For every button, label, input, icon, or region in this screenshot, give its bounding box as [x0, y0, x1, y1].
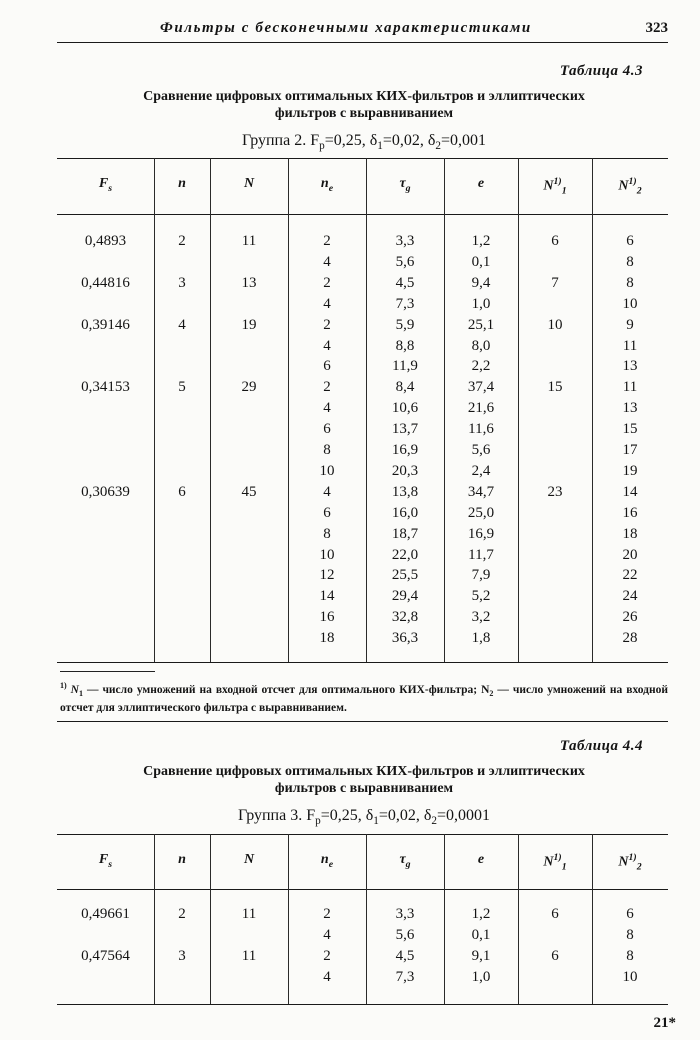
- column-header-sub: e: [328, 182, 334, 194]
- table-header-rule: [57, 214, 668, 215]
- column-header-symbol: N: [543, 178, 554, 194]
- column-header-sub: s: [108, 182, 113, 194]
- cell-ne: 4: [323, 253, 331, 270]
- column-header-sup: 1): [553, 176, 562, 187]
- column-header-symbol: N: [243, 176, 255, 191]
- cell-ne: 18: [319, 630, 335, 647]
- cell-e: 34,7: [467, 483, 495, 500]
- cell-n2: 8: [626, 927, 634, 943]
- cell-n2: 6: [626, 906, 634, 922]
- cell-tau: 16,9: [391, 442, 419, 458]
- cell-tau: 22,0: [391, 546, 419, 563]
- column-header: [288, 176, 366, 194]
- cell-fs: 0,39146: [81, 316, 130, 333]
- cell-ne: 8: [323, 525, 331, 542]
- cell-tau: 7,3: [395, 969, 415, 985]
- cell-n2: 8: [626, 274, 634, 291]
- group-label: Группа 3. F: [237, 807, 316, 824]
- cell-n2: 10: [622, 295, 638, 312]
- cell-ne: 16: [319, 609, 335, 626]
- cell-tau: 32,8: [391, 609, 419, 626]
- cell-ne: 4: [323, 400, 331, 417]
- cell-n2: 8: [626, 948, 634, 964]
- footnote-text-1: — число умножений на входной отсчет для оптимального КИХ-фильтра; N: [83, 683, 490, 696]
- cell-e: 1,2: [471, 233, 491, 249]
- table-4-4-title-line1: Сравнение цифровых оптимальных КИХ-фильтров и эллиптических: [143, 764, 585, 779]
- cell-n2: 13: [622, 358, 638, 375]
- cell-ne: 10: [319, 462, 335, 479]
- cell-e: 1,2: [471, 906, 491, 922]
- cell-e: 25,1: [467, 316, 495, 333]
- delta1-sub: 1: [373, 815, 379, 828]
- column-header-sub: g: [405, 858, 411, 870]
- cell-tau: 8,8: [395, 337, 415, 354]
- cell-fs: 0,49661: [81, 906, 130, 922]
- cell-fs: 0,4893: [84, 233, 127, 249]
- running-header-title: Фильтры с бесконечными характеристиками: [160, 20, 532, 36]
- cell-n1: 10: [547, 316, 563, 333]
- cell-ne: 4: [323, 483, 331, 500]
- column-header: [518, 852, 592, 872]
- table-bottom-rule: [57, 1004, 668, 1005]
- cell-e: 7,9: [471, 567, 491, 584]
- delta2-sub: 2: [435, 140, 442, 153]
- footnote: [60, 679, 668, 715]
- cell-tau: 3,3: [395, 906, 415, 922]
- cell-tau: 5,6: [395, 927, 415, 943]
- cell-n2: 17: [622, 442, 638, 458]
- column-header-symbol: N: [618, 178, 629, 194]
- cell-ne: 4: [323, 969, 331, 985]
- cell-tau: 25,5: [391, 567, 419, 584]
- column-header: [154, 852, 210, 868]
- cell-e: 1,8: [471, 630, 491, 647]
- cell-fs: 0,34153: [81, 379, 130, 396]
- column-header-sup: 1): [628, 851, 637, 863]
- column-header-sub: g: [405, 182, 411, 194]
- cell-e: 25,0: [467, 504, 495, 521]
- cell-e: 37,4: [467, 379, 495, 396]
- cell-tau: 29,4: [391, 588, 419, 605]
- cell-N: 11: [241, 948, 257, 964]
- cell-n2: 26: [622, 609, 638, 626]
- table-header-rule: [57, 889, 668, 890]
- column-header: [57, 852, 154, 870]
- column-header-symbol: e: [477, 176, 485, 191]
- fp-sub: p: [319, 140, 325, 153]
- cell-n2: 15: [622, 421, 638, 438]
- cell-tau: 16,0: [391, 504, 419, 521]
- cell-n2: 11: [622, 337, 638, 354]
- column-header: [366, 176, 444, 194]
- cell-e: 2,4: [471, 462, 491, 479]
- cell-n: 3: [178, 948, 186, 964]
- cell-ne: 4: [323, 337, 331, 354]
- column-header-sup: 1): [628, 176, 637, 187]
- column-header: [210, 176, 288, 192]
- cell-tau: 13,8: [391, 483, 419, 500]
- cell-n1: 7: [551, 274, 559, 291]
- column-rule: [366, 158, 367, 662]
- cell-e: 0,1: [471, 253, 491, 270]
- column-header-symbol: N: [543, 854, 554, 870]
- column-header: [288, 852, 366, 870]
- cell-tau: 11,9: [392, 358, 418, 375]
- column-rule: [592, 158, 593, 662]
- column-header-symbol: F: [98, 851, 109, 867]
- cell-N: 45: [241, 483, 257, 500]
- cell-n1: 23: [547, 483, 563, 500]
- column-header-symbol: τ: [399, 851, 406, 867]
- table-4-4-label: Таблица 4.4: [559, 738, 643, 754]
- cell-ne: 6: [323, 504, 331, 521]
- group-d2-value: =0,001: [441, 132, 487, 149]
- cell-tau: 18,7: [391, 525, 419, 542]
- column-header: [592, 852, 668, 872]
- cell-tau: 3,3: [395, 233, 415, 249]
- table-4-4-title-line2: фильтров с выравниванием: [274, 781, 454, 796]
- cell-tau: 7,3: [395, 295, 415, 312]
- cell-ne: 2: [323, 316, 331, 333]
- cell-n2: 9: [626, 316, 634, 333]
- cell-N: 11: [241, 233, 257, 249]
- cell-n2: 20: [622, 546, 638, 563]
- column-header-sub: s: [108, 858, 113, 870]
- cell-e: 0,1: [471, 927, 491, 943]
- cell-n2: 19: [622, 462, 638, 479]
- table-4-3-title-line2: фильтров с выравниванием: [274, 106, 454, 121]
- cell-tau: 20,3: [391, 462, 419, 479]
- column-header-sup: 1): [553, 851, 562, 863]
- table-top-rule: [57, 158, 668, 159]
- delta1-sub: 1: [377, 140, 383, 153]
- column-header-sub: 2: [636, 860, 642, 872]
- cell-e: 11,6: [468, 421, 494, 438]
- cell-ne: 4: [323, 295, 331, 312]
- column-header: [592, 176, 668, 196]
- table-4-3-title-line1: Сравнение цифровых оптимальных КИХ-фильтров и эллиптических: [143, 89, 585, 104]
- column-rule: [154, 158, 155, 662]
- column-header-symbol: F: [98, 176, 109, 191]
- cell-ne: 2: [323, 948, 331, 964]
- column-header-sub: 1: [561, 860, 567, 872]
- cell-N: 13: [241, 274, 257, 291]
- column-rule: [444, 158, 445, 662]
- column-header: [444, 176, 518, 192]
- cell-n2: 10: [622, 969, 638, 985]
- cell-e: 21,6: [467, 400, 495, 417]
- page-number: 323: [645, 20, 668, 36]
- cell-e: 1,0: [471, 295, 491, 312]
- group-fp-value: =0,25, δ: [324, 132, 378, 149]
- cell-tau: 5,9: [395, 316, 415, 333]
- cell-e: 1,0: [471, 969, 491, 985]
- group-fp-value: =0,25, δ: [320, 807, 374, 824]
- cell-n2: 24: [622, 588, 638, 605]
- table-4-4: [57, 834, 668, 1004]
- cell-e: 8,0: [471, 337, 491, 354]
- cell-n: 2: [178, 233, 186, 249]
- cell-tau: 10,6: [391, 400, 419, 417]
- column-header: [210, 852, 288, 868]
- cell-tau: 13,7: [391, 421, 419, 438]
- table-4-3-label: Таблица 4.3: [559, 63, 643, 79]
- cell-n1: 6: [551, 233, 559, 249]
- fp-sub: p: [315, 815, 321, 828]
- column-header-symbol: e: [477, 851, 485, 867]
- cell-ne: 14: [319, 588, 335, 605]
- cell-tau: 8,4: [395, 379, 415, 396]
- group-label: Группа 2. F: [241, 132, 320, 149]
- cell-n2: 11: [622, 379, 638, 396]
- cell-n2: 18: [622, 525, 638, 542]
- cell-ne: 4: [323, 927, 331, 943]
- cell-n: 5: [178, 379, 186, 396]
- column-rule: [518, 158, 519, 662]
- cell-ne: 2: [323, 274, 331, 291]
- cell-n2: 13: [622, 400, 638, 417]
- column-header-sub: 1: [561, 185, 567, 197]
- column-header-sub: e: [328, 858, 334, 870]
- table-bottom-rule: [57, 662, 668, 663]
- column-header: [444, 852, 518, 868]
- footnote-marker: 1): [60, 681, 67, 690]
- column-header-symbol: n: [320, 176, 329, 191]
- group-d2-value: =0,0001: [437, 807, 491, 824]
- cell-n: 2: [178, 906, 186, 922]
- cell-ne: 2: [323, 379, 331, 396]
- cell-e: 2,2: [471, 358, 491, 375]
- cell-n: 3: [178, 274, 186, 291]
- cell-fs: 0,47564: [81, 948, 130, 964]
- cell-n2: 14: [622, 483, 638, 500]
- column-header: [518, 176, 592, 196]
- column-rule: [288, 158, 289, 662]
- cell-N: 29: [241, 379, 257, 396]
- cell-e: 5,2: [471, 588, 491, 605]
- column-header-symbol: n: [178, 851, 186, 867]
- cell-n1: 6: [551, 948, 559, 964]
- table-top-rule: [57, 834, 668, 835]
- cell-ne: 6: [323, 358, 331, 375]
- cell-n2: 16: [622, 504, 638, 521]
- cell-tau: 36,3: [391, 630, 419, 647]
- footnote-text-2: — число умножений на входной отсчет для эллиптического фильтра с выравниванием.: [60, 683, 668, 715]
- cell-e: 16,9: [467, 525, 495, 542]
- cell-ne: 2: [323, 233, 331, 249]
- cell-e: 3,2: [471, 609, 491, 626]
- cell-n: 4: [178, 316, 186, 333]
- column-header-symbol: τ: [399, 176, 406, 191]
- group-d1-value: =0,02, δ: [378, 807, 432, 824]
- cell-N: 11: [241, 906, 257, 922]
- column-header: [154, 176, 210, 192]
- cell-N: 19: [241, 316, 257, 333]
- section-rule: [57, 721, 668, 722]
- cell-e: 11,7: [468, 546, 494, 563]
- footnote-n1-sub: 1: [78, 689, 84, 699]
- column-header-symbol: n: [320, 851, 329, 867]
- footnote-n1: N: [70, 683, 79, 696]
- cell-e: 9,4: [471, 274, 491, 291]
- column-rule: [210, 158, 211, 662]
- header-rule: [57, 42, 668, 43]
- footnote-n2-sub: 2: [489, 689, 494, 699]
- cell-n2: 6: [626, 233, 634, 249]
- cell-tau: 4,5: [395, 274, 415, 291]
- cell-n2: 22: [622, 567, 638, 584]
- column-header: [57, 176, 154, 194]
- signature-mark: 21*: [653, 1015, 676, 1031]
- cell-n2: 8: [626, 253, 634, 270]
- column-header: [366, 852, 444, 870]
- cell-e: 9,1: [471, 948, 491, 964]
- cell-fs: 0,44816: [81, 274, 130, 291]
- column-header-symbol: N: [618, 854, 629, 870]
- cell-ne: 12: [319, 567, 335, 584]
- table-4-3: [57, 158, 668, 662]
- group-d1-value: =0,02, δ: [382, 132, 436, 149]
- footnote-rule: [60, 671, 155, 672]
- cell-tau: 5,6: [395, 253, 415, 270]
- column-header-symbol: N: [243, 851, 255, 867]
- cell-tau: 4,5: [395, 948, 415, 964]
- delta2-sub: 2: [431, 815, 438, 828]
- cell-ne: 10: [319, 546, 335, 563]
- cell-n1: 6: [551, 906, 559, 922]
- column-header-symbol: n: [178, 176, 186, 191]
- table-4-3-group-caption: [60, 131, 668, 156]
- cell-n: 6: [178, 483, 186, 500]
- cell-ne: 2: [323, 906, 331, 922]
- cell-ne: 8: [323, 442, 331, 458]
- cell-ne: 6: [323, 421, 331, 438]
- table-4-4-group-caption: [60, 806, 668, 831]
- cell-n2: 28: [622, 630, 638, 647]
- cell-e: 5,6: [471, 442, 491, 458]
- column-header-sub: 2: [636, 185, 642, 197]
- cell-fs: 0,30639: [81, 483, 130, 500]
- cell-n1: 15: [547, 379, 563, 396]
